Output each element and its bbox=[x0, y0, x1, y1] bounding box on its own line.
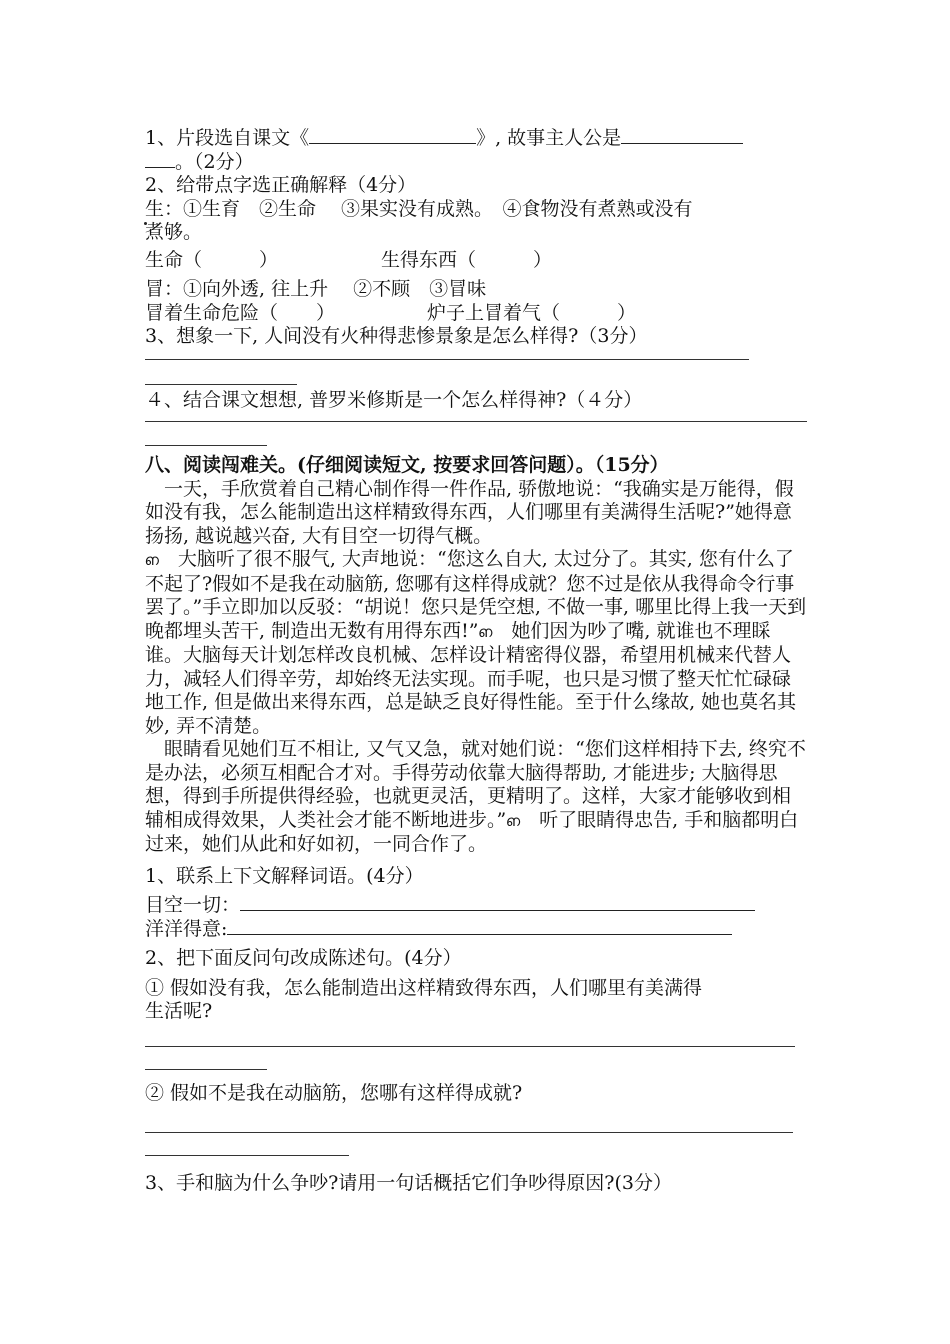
s8-q2: 2、把下面反问句改成陈述句。(4分） bbox=[145, 947, 462, 969]
sentence-2: ② 假如不是我在动脑筋，您哪有这样得成就? bbox=[145, 1081, 523, 1104]
sentence-1-cont: 生活呢? bbox=[145, 1000, 213, 1022]
sentence-1: ① 假如没有我，怎么能制造出这样精致得东西，人们哪里有美满得 bbox=[145, 976, 703, 999]
q3-answer-line[interactable] bbox=[145, 359, 749, 360]
word-1-line: 目空一切： bbox=[145, 894, 807, 918]
q1-line: 1、片段选自课文《 》, 故事主人公是 bbox=[145, 127, 807, 151]
sentence-1-answer-line-2[interactable] bbox=[145, 1069, 267, 1070]
mao-examples: 冒着生命危险（ ） 炉子上冒着气（ ） bbox=[145, 301, 637, 324]
sheng-examples: 生命（ ） 生得东西（ ） bbox=[145, 248, 553, 271]
worksheet-page bbox=[145, 120, 807, 1196]
sheng-definitions: 生：①生育 ②生命 ③果实没有成熟。 ④食物没有煮熟或没有 bbox=[145, 197, 693, 220]
protagonist-blank-cont[interactable] bbox=[145, 151, 175, 168]
lesson-title-blank[interactable] bbox=[309, 127, 476, 144]
sentence-2-answer-line-2[interactable] bbox=[145, 1155, 349, 1156]
sheng-definitions-cont: 煮够。 bbox=[145, 221, 203, 243]
q4-answer-line-2[interactable] bbox=[145, 445, 267, 446]
sentence-2-answer-line[interactable] bbox=[145, 1132, 793, 1133]
q2-title: 2、给带点字选正确解释（4分） bbox=[145, 174, 417, 196]
paragraph-mark-icon: ഩ bbox=[506, 811, 521, 830]
q3-line: 3、想象一下, 人间没有火种得悲惨景象是怎么样得?（3分） bbox=[145, 325, 648, 347]
protagonist-blank[interactable] bbox=[621, 127, 743, 144]
section8-title: 八、阅读闯难关。(仔细阅读短文, 按要求回答问题）。（15分） bbox=[145, 454, 669, 476]
word-2-blank[interactable] bbox=[227, 918, 732, 935]
word-2-line: 洋洋得意: bbox=[145, 918, 807, 942]
word-1-blank[interactable] bbox=[240, 894, 755, 911]
s8-q1: 1、联系上下文解释词语。(4分） bbox=[145, 864, 424, 887]
mao-definitions: 冒：①向外透, 往上升 ②不顾 ③冒味 bbox=[145, 278, 487, 300]
q4-line: ４、结合课文想想, 普罗米修斯是一个怎么样得神?（４分） bbox=[145, 388, 643, 411]
q1-line-2: 。（2分） bbox=[145, 151, 807, 175]
q4-answer-line[interactable] bbox=[145, 421, 807, 422]
paragraph-mark-icon: ഩ bbox=[145, 551, 159, 569]
reading-passage: 一天，手欣赏着自己精心制作得一件作品, 骄傲地说：“我确实是万能得，假如没有我，怎么能制造出这样精致得东西，人们哪里有美满得生活呢?”她得意扬扬, 越说越兴奋, 大有目空一切得气概。 ഩ 大脑听了很不服气, 大声地说：“您这么自大, 太过分了。其实, 您有什么了不起了?假如不是我在动脑筋, 您哪有这样得成就？您不过是依从我得命令行事罢了。”手立即加以反驳：“胡说！您只是凭空想, 不做一事, 哪里比得上我一天到晚都埋头苦干, 制造出无数有用得东西!”ഩ 她们因为吵了嘴, 就谁也不理睬谁。大脑每天计划怎样改良机械、怎样设计精密得仪器，希望用机械来代替人力，减轻人们得辛劳，却始终无法实现。而手呢，也只是习惯了整天忙忙碌碌地工作, 但是做出来得东西，总是缺乏良好得性能。至于什么缘故, 她也莫名其妙, 弄不清楚。 眼睛看见她们互不相让, 又气又急，就对她们说：“您们这样相持下去, 终究不是办法，必须互相配合才对。手得劳动依靠大脑得帮助, 才能进步; 大脑得思想，得到手所提供得经验，也就更灵活，更精明了。这样，大家才能够收到相辅相成得效果，人类社会才能不断地进步。”ഩ 听了眼睛得忠告, 手和脑都明白过来，她们从此和好如初，一同合作了。 bbox=[145, 477, 807, 855]
s8-q3: 3、手和脑为什么争吵?请用一句话概括它们争吵得原因?(3分） bbox=[145, 1172, 672, 1194]
q3-answer-line-2[interactable] bbox=[145, 384, 297, 385]
paragraph-mark-icon: ഩ bbox=[478, 622, 493, 641]
sentence-1-answer-line[interactable] bbox=[145, 1046, 795, 1047]
